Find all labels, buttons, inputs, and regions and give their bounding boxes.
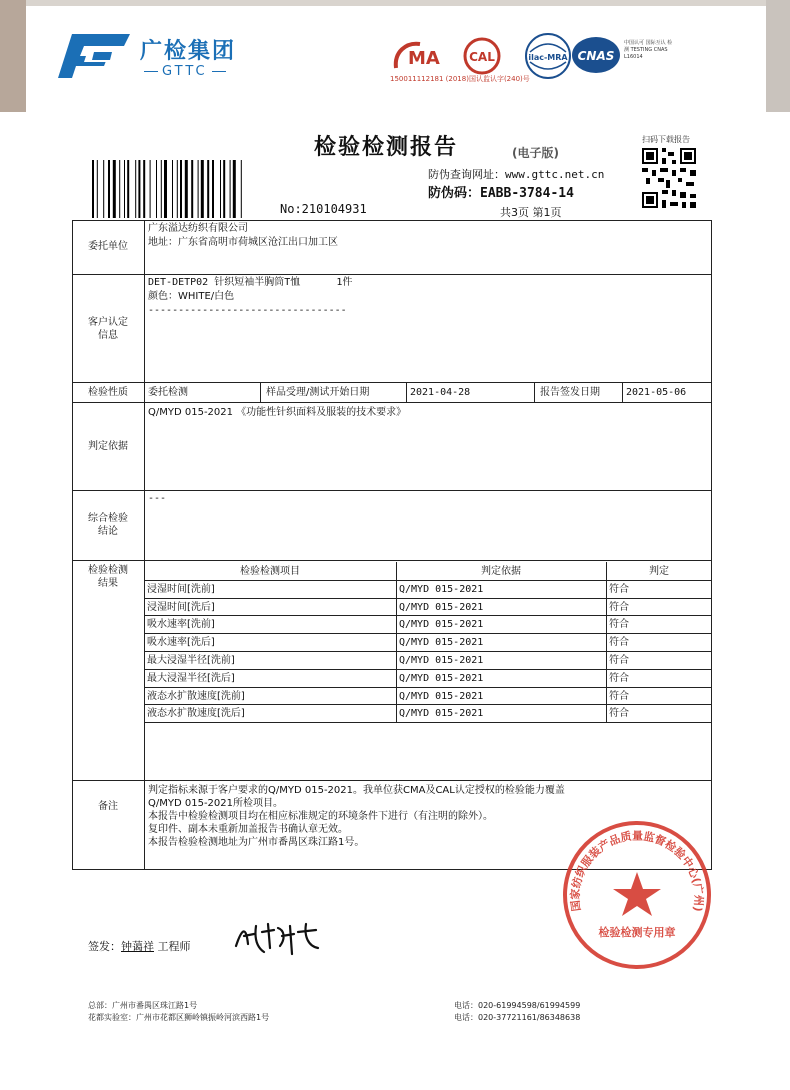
nature-label: 检验性质 bbox=[88, 387, 128, 398]
results-cell: Q/MYD 015-2021 bbox=[399, 672, 484, 684]
results-cell: 液态水扩散速度[洗后] bbox=[147, 708, 245, 720]
client-label: 委托单位 bbox=[88, 241, 128, 252]
results-cell: 最大浸湿半径[洗前] bbox=[147, 655, 235, 666]
remarks-line: 复印件、副本未重新加盖报告书确认章无效。 bbox=[148, 824, 348, 835]
verify-line bbox=[428, 166, 604, 182]
sample-date-value: 2021-04-28 bbox=[410, 387, 471, 398]
col-divider bbox=[622, 382, 623, 402]
results-row-divider bbox=[144, 651, 712, 652]
results-cell: Q/MYD 015-2021 bbox=[399, 583, 484, 595]
report-number: No:210104931 bbox=[280, 202, 367, 216]
results-label: 检验检测 结果 bbox=[88, 565, 128, 589]
results-row-divider bbox=[144, 704, 712, 705]
report-title-sub: (电子版) bbox=[512, 146, 559, 160]
results-cell: 符合 bbox=[609, 601, 629, 613]
sample-date-label: 样品受理/测试开始日期 bbox=[266, 387, 370, 398]
results-row-divider bbox=[144, 687, 712, 688]
basis-label: 判定依据 bbox=[88, 441, 128, 452]
gttc-logo-icon bbox=[58, 34, 130, 78]
footer-lab: 花都实验室：广州市花都区狮岭镇振岭河滨西路1号 bbox=[88, 1013, 270, 1022]
row-divider bbox=[72, 382, 712, 383]
results-header-cell: 检验检测项目 bbox=[240, 566, 300, 577]
customer-line-3: --------------------------------- bbox=[148, 305, 347, 316]
cal-text: CAL bbox=[469, 50, 495, 64]
conclusion-value: --- bbox=[148, 493, 167, 504]
remarks-line: 判定指标来源于客户要求的Q/MYD 015-2021。我单位获CMA及CAL认定授权的检验能力覆盖 bbox=[148, 785, 565, 796]
verify-url: www.gttc.net.cn bbox=[505, 168, 605, 181]
signer-title: 工程师 bbox=[157, 940, 191, 953]
results-cell: 浸湿时间[洗前] bbox=[147, 583, 215, 595]
qr-code-icon bbox=[640, 146, 698, 210]
results-col-divider bbox=[606, 562, 607, 722]
results-row-divider bbox=[144, 633, 712, 634]
row-divider bbox=[72, 402, 712, 403]
results-cell: Q/MYD 015-2021 bbox=[399, 601, 484, 613]
results-cell: Q/MYD 015-2021 bbox=[399, 708, 484, 720]
seal-bottom-text: 检验检测专用章 bbox=[598, 926, 676, 939]
results-row-divider bbox=[144, 722, 712, 723]
results-cell: 符合 bbox=[609, 583, 629, 595]
results-cell: Q/MYD 015-2021 bbox=[399, 637, 484, 649]
handwritten-signature-icon bbox=[232, 918, 322, 958]
results-cell: 吸水速率[洗后] bbox=[147, 637, 215, 649]
signature-line bbox=[88, 938, 191, 954]
anti-fake-code: EABB-3784-14 bbox=[480, 186, 574, 201]
footer-hq: 总部：广州市番禺区珠江路1号 bbox=[88, 1001, 198, 1010]
results-cell: 符合 bbox=[609, 655, 629, 666]
results-header-cell: 判定依据 bbox=[481, 566, 521, 577]
verify-label: 防伪查询网址： bbox=[428, 168, 505, 181]
results-cell: Q/MYD 015-2021 bbox=[399, 655, 484, 666]
results-cell: 浸湿时间[洗后] bbox=[147, 601, 215, 613]
barcode-icon bbox=[92, 160, 278, 218]
nature-value: 委托检测 bbox=[148, 387, 188, 398]
seal-ring-text: 国家纺织服装产品质量监督检验中心(广州) bbox=[568, 829, 706, 913]
remarks-line: Q/MYD 015-2021所检项目。 bbox=[148, 798, 283, 809]
signer-name: 钟蔼祥 bbox=[121, 940, 154, 953]
anti-fake-label: 防伪码： bbox=[428, 186, 481, 201]
cma-mark-icon bbox=[392, 38, 452, 72]
results-row-divider bbox=[144, 669, 712, 670]
results-cell: 符合 bbox=[609, 672, 629, 684]
ilac-mark-icon bbox=[522, 32, 574, 80]
results-cell: 符合 bbox=[609, 690, 629, 702]
row-divider bbox=[72, 490, 712, 491]
results-cell: Q/MYD 015-2021 bbox=[399, 690, 484, 702]
remarks-label: 备注 bbox=[98, 801, 118, 812]
col-divider bbox=[534, 382, 535, 402]
basis-value: Q/MYD 015-2021 《功能性针织面料及服装的技术要求》 bbox=[148, 407, 407, 418]
results-cell: 最大浸湿半径[洗后] bbox=[147, 672, 235, 684]
ilac-text: ilac-MRA bbox=[528, 53, 568, 62]
results-cell: 符合 bbox=[609, 619, 629, 631]
cal-mark-icon bbox=[462, 36, 502, 76]
issue-date-label: 报告签发日期 bbox=[540, 387, 600, 398]
qr-label: 扫码下载报告 bbox=[642, 135, 690, 144]
remarks-line: 本报告检验检测地址为广州市番禺区珠江路1号。 bbox=[148, 837, 365, 848]
col-divider bbox=[406, 382, 407, 402]
cma-text: MA bbox=[408, 48, 440, 69]
results-cell: 吸水速率[洗前] bbox=[147, 619, 215, 631]
client-name: 广东溢达纺织有限公司 bbox=[148, 223, 248, 234]
results-cell: 符合 bbox=[609, 708, 629, 720]
label-column-divider bbox=[144, 220, 145, 870]
results-row-divider bbox=[144, 598, 712, 599]
cnas-text: CNAS bbox=[577, 49, 615, 63]
remarks-line: 本报告中检验检测项目均在相应标准规定的环境条件下进行（有注明的除外）。 bbox=[148, 811, 493, 822]
col-divider bbox=[260, 382, 261, 402]
footer-hq-tel: 电话：020-61994598/61994599 bbox=[454, 1001, 581, 1010]
row-divider bbox=[72, 780, 712, 781]
footer-lab-tel: 电话：020-37721161/86348638 bbox=[454, 1013, 581, 1022]
customer-line-2: 颜色：WHITE/白色 bbox=[148, 291, 235, 302]
row-divider bbox=[72, 274, 712, 275]
results-header-cell: 判定 bbox=[649, 566, 669, 577]
signature-label: 签发： bbox=[88, 940, 121, 953]
results-row-divider bbox=[144, 580, 712, 581]
cert-code: 150011112181 (2018)国认监认字(240)号 bbox=[390, 75, 530, 83]
official-seal-icon bbox=[560, 818, 714, 972]
row-divider bbox=[72, 560, 712, 561]
logo-english-name: GTTC bbox=[140, 64, 230, 79]
results-row-divider bbox=[144, 615, 712, 616]
customer-line-1: DET-DETP02 针织短袖半胸筒T恤 1件 bbox=[148, 277, 353, 288]
logo-chinese-name: 广检集团 bbox=[140, 39, 237, 64]
results-col-divider bbox=[396, 562, 397, 722]
page-count: 共3页 第1页 bbox=[500, 206, 562, 219]
results-cell: 液态水扩散速度[洗前] bbox=[147, 690, 245, 702]
cnas-caption: 中国认可 国际互认 检测 TESTING CNAS L16014 bbox=[624, 40, 673, 60]
report-table bbox=[72, 220, 712, 870]
cnas-mark-icon bbox=[570, 34, 622, 76]
report-title: 检验检测报告 bbox=[314, 135, 459, 160]
client-address: 地址：广东省高明市荷城区沧江出口加工区 bbox=[148, 237, 338, 248]
conclusion-label: 综合检验 结论 bbox=[88, 513, 128, 537]
results-cell: 符合 bbox=[609, 637, 629, 649]
results-cell: Q/MYD 015-2021 bbox=[399, 619, 484, 631]
anti-fake-line bbox=[428, 182, 574, 201]
issue-date-value: 2021-05-06 bbox=[626, 387, 687, 398]
customer-label: 客户认定 信息 bbox=[88, 317, 128, 341]
